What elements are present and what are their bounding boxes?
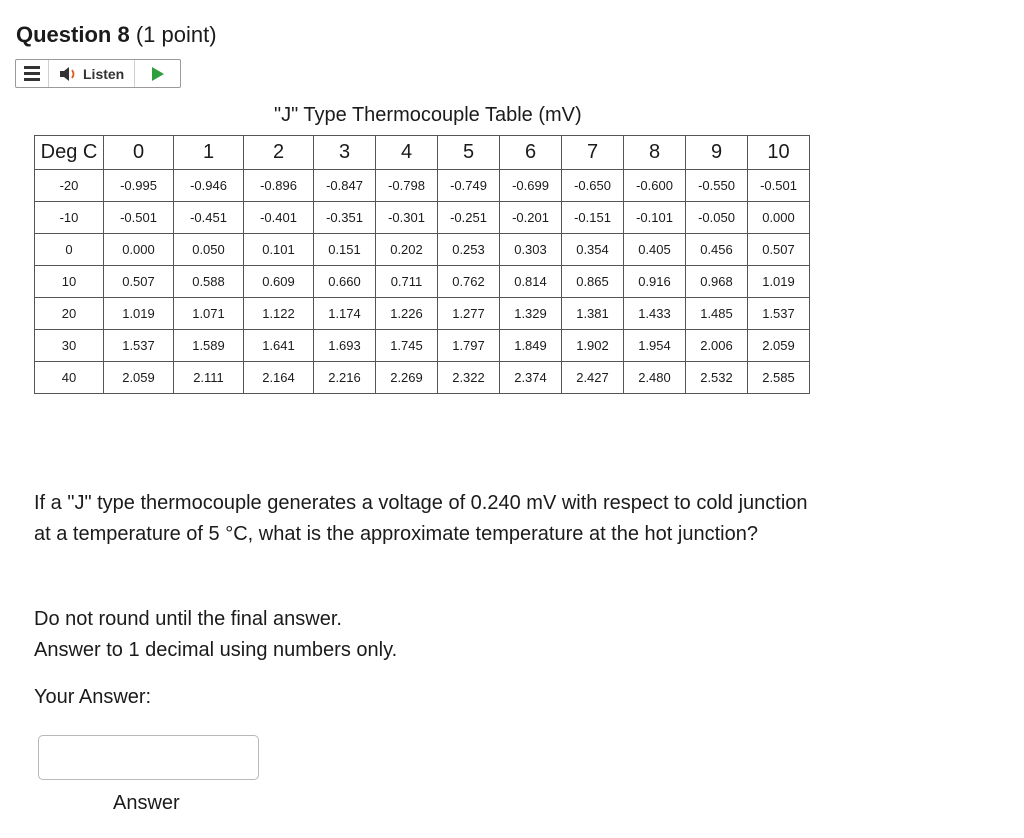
header-cell: 9 (686, 136, 748, 170)
value-cell: 2.164 (244, 362, 314, 394)
row-label-cell: 40 (35, 362, 104, 394)
value-cell: -0.798 (376, 170, 438, 202)
value-cell: 1.537 (748, 298, 810, 330)
table-row (35, 202, 810, 234)
table-row (35, 362, 810, 394)
value-cell: -0.600 (624, 170, 686, 202)
row-label-cell: -10 (35, 202, 104, 234)
header-cell: 1 (174, 136, 244, 170)
value-cell: 0.456 (686, 234, 748, 266)
value-cell: -0.151 (562, 202, 624, 234)
listen-label: Listen (83, 65, 125, 82)
value-cell: 1.071 (174, 298, 244, 330)
value-cell: -0.995 (104, 170, 174, 202)
value-cell: 0.202 (376, 234, 438, 266)
menu-icon[interactable] (16, 60, 48, 87)
value-cell: 0.916 (624, 266, 686, 298)
header-cell: 7 (562, 136, 624, 170)
value-cell: -0.501 (104, 202, 174, 234)
value-cell: 0.865 (562, 266, 624, 298)
value-cell: 1.381 (562, 298, 624, 330)
value-cell: -0.550 (686, 170, 748, 202)
listen-toolbar (15, 59, 181, 88)
value-cell: 1.277 (438, 298, 500, 330)
value-cell: 1.641 (244, 330, 314, 362)
table-row (35, 170, 810, 202)
instruction-line: Do not round until the final answer. (34, 608, 342, 630)
value-cell: 1.902 (562, 330, 624, 362)
value-cell: 1.589 (174, 330, 244, 362)
value-cell: 2.216 (314, 362, 376, 394)
value-cell: -0.451 (174, 202, 244, 234)
table-title: "J" Type Thermocouple Table (mV) (274, 104, 582, 126)
header-cell: 10 (748, 136, 810, 170)
table-row (35, 266, 810, 298)
header-cell: 6 (500, 136, 562, 170)
answer-input[interactable] (38, 735, 259, 780)
value-cell: 0.050 (174, 234, 244, 266)
value-cell: -0.946 (174, 170, 244, 202)
speaker-icon (59, 66, 79, 82)
question-points: (1 point) (135, 22, 217, 47)
value-cell: 2.585 (748, 362, 810, 394)
play-icon (152, 67, 164, 81)
header-cell: 3 (314, 136, 376, 170)
header-cell: 0 (104, 136, 174, 170)
value-cell: 1.849 (500, 330, 562, 362)
value-cell: -0.351 (314, 202, 376, 234)
row-label-cell: 30 (35, 330, 104, 362)
value-cell: -0.749 (438, 170, 500, 202)
value-cell: -0.101 (624, 202, 686, 234)
value-cell: -0.201 (500, 202, 562, 234)
value-cell: 2.532 (686, 362, 748, 394)
value-cell: 1.019 (104, 298, 174, 330)
value-cell: 1.226 (376, 298, 438, 330)
header-cell: 2 (244, 136, 314, 170)
table-row (35, 298, 810, 330)
table-row (35, 330, 810, 362)
value-cell: 0.711 (376, 266, 438, 298)
answer-field-label: Answer (113, 792, 180, 814)
value-cell: 0.507 (748, 234, 810, 266)
instructions (34, 604, 397, 666)
row-label-cell: 0 (35, 234, 104, 266)
value-cell: -0.699 (500, 170, 562, 202)
value-cell: 0.609 (244, 266, 314, 298)
header-cell: Deg C (35, 136, 104, 170)
value-cell: 2.059 (104, 362, 174, 394)
thermocouple-table (34, 135, 810, 394)
value-cell: 1.954 (624, 330, 686, 362)
value-cell: -0.401 (244, 202, 314, 234)
row-label-cell: 20 (35, 298, 104, 330)
value-cell: 0.151 (314, 234, 376, 266)
table-header-row (35, 136, 810, 170)
value-cell: -0.847 (314, 170, 376, 202)
value-cell: 0.405 (624, 234, 686, 266)
play-button[interactable] (135, 67, 180, 81)
value-cell: 1.537 (104, 330, 174, 362)
value-cell: -0.501 (748, 170, 810, 202)
value-cell: 1.122 (244, 298, 314, 330)
listen-button[interactable] (48, 60, 135, 87)
value-cell: 0.101 (244, 234, 314, 266)
value-cell: 1.019 (748, 266, 810, 298)
value-cell: -0.251 (438, 202, 500, 234)
value-cell: 0.000 (104, 234, 174, 266)
table-row (35, 234, 810, 266)
value-cell: 0.507 (104, 266, 174, 298)
value-cell: 0.588 (174, 266, 244, 298)
value-cell: 1.174 (314, 298, 376, 330)
value-cell: -0.301 (376, 202, 438, 234)
question-number: Question 8 (16, 22, 130, 47)
value-cell: 0.303 (500, 234, 562, 266)
question-text: If a "J" type thermocouple generates a voltage of 0.240 mV with respect to cold junction at a temperature of 5 °C, what is the approximate temperature at the hot junction? (34, 492, 808, 545)
value-cell: 1.433 (624, 298, 686, 330)
value-cell: 2.111 (174, 362, 244, 394)
instruction-line: Answer to 1 decimal using numbers only. (34, 639, 398, 661)
value-cell: -0.896 (244, 170, 314, 202)
value-cell: 0.660 (314, 266, 376, 298)
value-cell: 0.354 (562, 234, 624, 266)
header-cell: 4 (376, 136, 438, 170)
value-cell: 0.253 (438, 234, 500, 266)
value-cell: 0.000 (748, 202, 810, 234)
value-cell: 2.427 (562, 362, 624, 394)
value-cell: 2.059 (748, 330, 810, 362)
value-cell: 1.745 (376, 330, 438, 362)
value-cell: 1.693 (314, 330, 376, 362)
value-cell: 0.762 (438, 266, 500, 298)
value-cell: 1.797 (438, 330, 500, 362)
value-cell: 2.269 (376, 362, 438, 394)
value-cell: 2.322 (438, 362, 500, 394)
row-label-cell: 10 (35, 266, 104, 298)
value-cell: 1.329 (500, 298, 562, 330)
question-header (16, 22, 217, 48)
header-cell: 8 (624, 136, 686, 170)
value-cell: 2.374 (500, 362, 562, 394)
value-cell: 0.968 (686, 266, 748, 298)
value-cell: 0.814 (500, 266, 562, 298)
your-answer-label: Your Answer: (34, 686, 152, 708)
header-cell: 5 (438, 136, 500, 170)
value-cell: 2.480 (624, 362, 686, 394)
row-label-cell: -20 (35, 170, 104, 202)
value-cell: -0.050 (686, 202, 748, 234)
value-cell: -0.650 (562, 170, 624, 202)
value-cell: 2.006 (686, 330, 748, 362)
value-cell: 1.485 (686, 298, 748, 330)
